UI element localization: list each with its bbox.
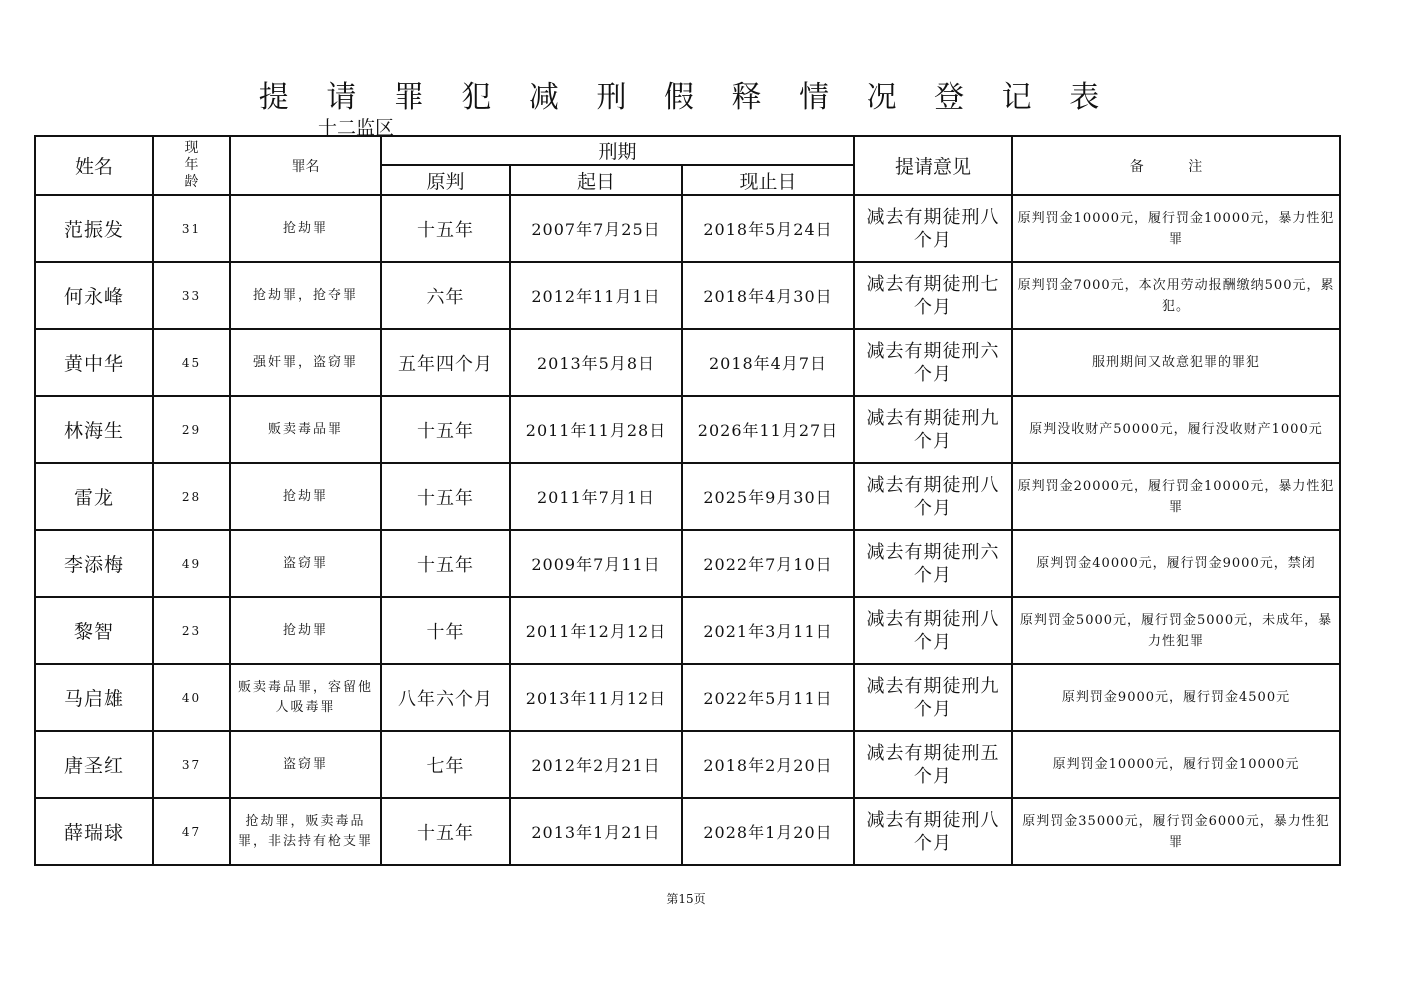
- cell-start-date: 2007年7月25日: [510, 195, 682, 262]
- cell-name: 雷龙: [35, 463, 153, 530]
- cell-original-term: 十五年: [381, 798, 510, 865]
- header-end: 现止日: [682, 165, 854, 195]
- cell-opinion: 减去有期徒刑八个月: [854, 463, 1012, 530]
- cell-start-date: 2013年11月12日: [510, 664, 682, 731]
- cell-opinion: 减去有期徒刑八个月: [854, 798, 1012, 865]
- cell-original-term: 七年: [381, 731, 510, 798]
- cell-start-date: 2009年7月11日: [510, 530, 682, 597]
- cell-crime: 抢劫罪: [230, 463, 381, 530]
- cell-opinion: 减去有期徒刑八个月: [854, 195, 1012, 262]
- header-term: 刑期: [381, 136, 854, 165]
- cell-end-date: 2025年9月30日: [682, 463, 854, 530]
- table-row: [35, 329, 1340, 396]
- cell-start-date: 2012年11月1日: [510, 262, 682, 329]
- header-crime: 罪名: [230, 136, 381, 195]
- header-age-char-2: 年: [184, 157, 199, 173]
- cell-end-date: 2022年7月10日: [682, 530, 854, 597]
- cell-original-term: 十五年: [381, 530, 510, 597]
- cell-age: 23: [153, 597, 230, 664]
- cell-opinion: 减去有期徒刑七个月: [854, 262, 1012, 329]
- cell-start-date: 2012年2月21日: [510, 731, 682, 798]
- cell-end-date: 2018年5月24日: [682, 195, 854, 262]
- cell-end-date: 2028年1月20日: [682, 798, 854, 865]
- cell-crime: 抢劫罪，抢夺罪: [230, 262, 381, 329]
- cell-note: 原判罚金10000元，履行罚金10000元: [1012, 731, 1340, 798]
- cell-note: 原判罚金40000元，履行罚金9000元，禁闭: [1012, 530, 1340, 597]
- cell-start-date: 2013年5月8日: [510, 329, 682, 396]
- header-age-char-1: 现: [184, 140, 199, 156]
- table-row: [35, 597, 1340, 664]
- cell-opinion: 减去有期徒刑九个月: [854, 664, 1012, 731]
- cell-age: 28: [153, 463, 230, 530]
- cell-note: 服刑期间又故意犯罪的罪犯: [1012, 329, 1340, 396]
- cell-start-date: 2011年12月12日: [510, 597, 682, 664]
- cell-name: 唐圣红: [35, 731, 153, 798]
- cell-end-date: 2018年2月20日: [682, 731, 854, 798]
- cell-original-term: 八年六个月: [381, 664, 510, 731]
- header-original: 原判: [381, 165, 510, 195]
- cell-original-term: 十五年: [381, 195, 510, 262]
- cell-opinion: 减去有期徒刑八个月: [854, 597, 1012, 664]
- cell-end-date: 2018年4月30日: [682, 262, 854, 329]
- table-row: [35, 396, 1340, 463]
- cell-note: 原判罚金35000元，履行罚金6000元，暴力性犯罪: [1012, 798, 1340, 865]
- page-number: 第15页: [666, 892, 706, 906]
- cell-name: 何永峰: [35, 262, 153, 329]
- table-row: [35, 195, 1340, 262]
- header-start: 起日: [510, 165, 682, 195]
- table-row: [35, 463, 1340, 530]
- cell-age: 40: [153, 664, 230, 731]
- cell-name: 黄中华: [35, 329, 153, 396]
- cell-opinion: 减去有期徒刑五个月: [854, 731, 1012, 798]
- cell-age: 49: [153, 530, 230, 597]
- cell-name: 范振发: [35, 195, 153, 262]
- document-title: 提 请 罪 犯 减 刑 假 释 情 况 登 记 表: [258, 80, 1114, 115]
- cell-note: 原判罚金20000元，履行罚金10000元，暴力性犯罪: [1012, 463, 1340, 530]
- cell-crime: 抢劫罪: [230, 195, 381, 262]
- cell-age: 47: [153, 798, 230, 865]
- cell-end-date: 2021年3月11日: [682, 597, 854, 664]
- cell-name: 马启雄: [35, 664, 153, 731]
- table-row: [35, 530, 1340, 597]
- header-note: 备 注: [1012, 136, 1340, 195]
- cell-name: 林海生: [35, 396, 153, 463]
- cell-name: 薛瑞球: [35, 798, 153, 865]
- cell-age: 45: [153, 329, 230, 396]
- cell-note: 原判罚金10000元，履行罚金10000元，暴力性犯罪: [1012, 195, 1340, 262]
- cell-start-date: 2011年11月28日: [510, 396, 682, 463]
- cell-note: 原判没收财产50000元，履行没收财产1000元: [1012, 396, 1340, 463]
- cell-opinion: 减去有期徒刑六个月: [854, 329, 1012, 396]
- cell-crime: 抢劫罪: [230, 597, 381, 664]
- cell-crime: 强奸罪，盗窃罪: [230, 329, 381, 396]
- cell-original-term: 十年: [381, 597, 510, 664]
- header-name: 姓名: [35, 136, 153, 195]
- cell-age: 31: [153, 195, 230, 262]
- cell-age: 37: [153, 731, 230, 798]
- cell-end-date: 2022年5月11日: [682, 664, 854, 731]
- header-age-char-3: 龄: [184, 174, 199, 190]
- cell-note: 原判罚金9000元，履行罚金4500元: [1012, 664, 1340, 731]
- cell-original-term: 十五年: [381, 396, 510, 463]
- header-age: [153, 136, 230, 195]
- cell-crime: 盗窃罪: [230, 731, 381, 798]
- cell-note: 原判罚金5000元，履行罚金5000元，未成年，暴力性犯罪: [1012, 597, 1340, 664]
- cell-crime: 盗窃罪: [230, 530, 381, 597]
- table-row: [35, 731, 1340, 798]
- cell-end-date: 2026年11月27日: [682, 396, 854, 463]
- cell-age: 29: [153, 396, 230, 463]
- table-row: [35, 262, 1340, 329]
- cell-age: 33: [153, 262, 230, 329]
- register-table: [34, 135, 1341, 866]
- cell-start-date: 2011年7月1日: [510, 463, 682, 530]
- cell-original-term: 六年: [381, 262, 510, 329]
- header-opinion: 提请意见: [854, 136, 1012, 195]
- table-header: [35, 136, 1340, 195]
- cell-crime: 贩卖毒品罪，容留他人吸毒罪: [230, 664, 381, 731]
- section-label: 十二监区: [318, 117, 395, 139]
- cell-name: 黎智: [35, 597, 153, 664]
- cell-original-term: 五年四个月: [381, 329, 510, 396]
- cell-note: 原判罚金7000元，本次用劳动报酬缴纳500元，累犯。: [1012, 262, 1340, 329]
- cell-crime: 抢劫罪，贩卖毒品罪，非法持有枪支罪: [230, 798, 381, 865]
- cell-start-date: 2013年1月21日: [510, 798, 682, 865]
- table-row: [35, 798, 1340, 865]
- cell-original-term: 十五年: [381, 463, 510, 530]
- table-row: [35, 664, 1340, 731]
- cell-name: 李添梅: [35, 530, 153, 597]
- cell-opinion: 减去有期徒刑九个月: [854, 396, 1012, 463]
- cell-opinion: 减去有期徒刑六个月: [854, 530, 1012, 597]
- cell-crime: 贩卖毒品罪: [230, 396, 381, 463]
- table-body: [35, 195, 1340, 865]
- cell-end-date: 2018年4月7日: [682, 329, 854, 396]
